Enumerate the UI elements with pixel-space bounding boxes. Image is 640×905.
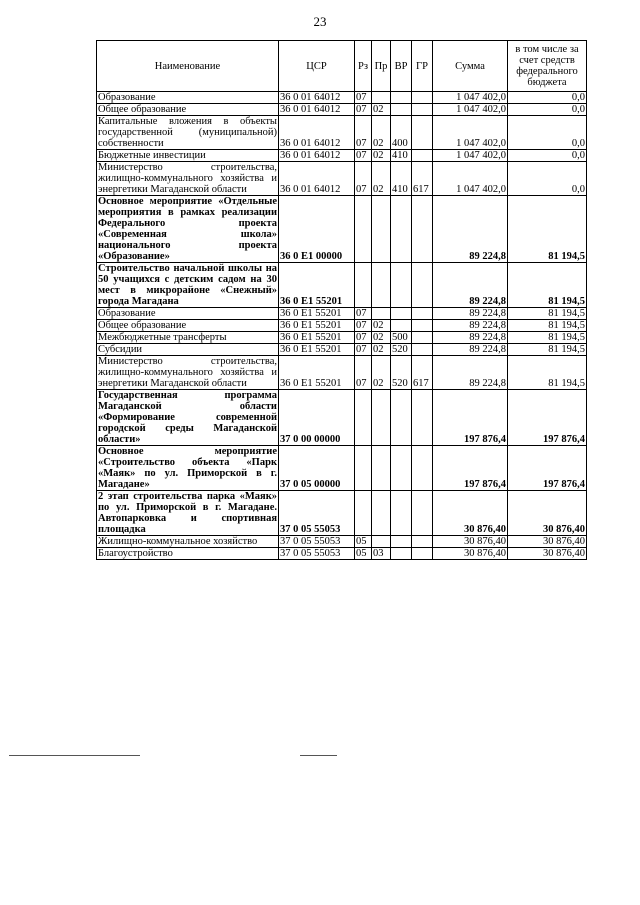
footer-line-right	[300, 755, 337, 756]
cell-vr	[391, 390, 412, 446]
cell-vr	[391, 548, 412, 560]
cell-vr	[391, 446, 412, 491]
cell-gr	[412, 104, 433, 116]
table-row	[97, 92, 587, 104]
cell-gr	[412, 150, 433, 162]
header-federal: в том числе за счет средств федерального бюджета	[508, 41, 587, 92]
cell-pr	[372, 263, 391, 308]
cell-name: Министерство строительства, жилищно-коммунального хозяйства и энергетики Магаданской области	[98, 162, 277, 195]
cell-vr: 520	[391, 344, 412, 356]
footer-line-left	[9, 755, 140, 756]
cell-pr: 03	[372, 548, 391, 560]
cell-pr	[372, 390, 391, 446]
cell-gr	[412, 446, 433, 491]
header-sum: Сумма	[433, 41, 508, 92]
cell-gr	[412, 491, 433, 536]
cell-vr: 410	[391, 162, 412, 196]
cell-sum: 89 224,8	[433, 344, 508, 356]
cell-gr	[412, 116, 433, 150]
cell-name: Капитальные вложения в объекты государственной (муниципальной) собственности	[98, 116, 277, 149]
cell-federal: 197 876,4	[508, 446, 587, 491]
cell-rz: 07	[355, 344, 372, 356]
cell-rz	[355, 196, 372, 263]
header-csr: ЦСР	[279, 41, 355, 92]
cell-pr	[372, 491, 391, 536]
cell-csr: 36 0 01 64012	[279, 162, 355, 196]
cell-pr: 02	[372, 116, 391, 150]
cell-federal: 81 194,5	[508, 320, 587, 332]
cell-pr	[372, 446, 391, 491]
cell-pr: 02	[372, 104, 391, 116]
cell-pr	[372, 536, 391, 548]
cell-federal: 197 876,4	[508, 390, 587, 446]
cell-rz: 07	[355, 320, 372, 332]
cell-vr	[391, 92, 412, 104]
cell-sum: 1 047 402,0	[433, 92, 508, 104]
table-row	[97, 548, 587, 560]
cell-gr	[412, 390, 433, 446]
cell-vr	[391, 263, 412, 308]
cell-sum: 1 047 402,0	[433, 116, 508, 150]
cell-gr: 617	[412, 162, 433, 196]
header-pr: Пр	[372, 41, 391, 92]
cell-name: Образование	[97, 308, 279, 320]
cell-name: Основное мероприятие «Строительство объекта «Парк «Маяк» по ул. Приморской в г. Магадане»	[98, 446, 277, 490]
cell-gr	[412, 536, 433, 548]
cell-name: Общее образование	[97, 104, 279, 116]
cell-pr	[372, 92, 391, 104]
cell-name: Строительство начальной школы на 50 учащихся с детским садом на 30 мест в микрорайоне «Снежный» города Магадана	[98, 263, 277, 307]
cell-name: Основное мероприятие «Отдельные мероприятия в рамках реализации Федерального проекта «Современная школа» национального проекта «Образование»	[98, 196, 277, 262]
header-gr: ГР	[412, 41, 433, 92]
budget-table	[96, 40, 587, 560]
cell-gr	[412, 308, 433, 320]
table-row	[97, 332, 587, 344]
cell-vr: 400	[391, 116, 412, 150]
cell-vr: 410	[391, 150, 412, 162]
cell-sum: 30 876,40	[433, 536, 508, 548]
cell-rz: 07	[355, 150, 372, 162]
cell-name: Жилищно-коммунальное хозяйство	[97, 536, 279, 548]
cell-federal: 0,0	[508, 162, 587, 196]
cell-gr	[412, 92, 433, 104]
cell-csr: 36 0 01 64012	[279, 116, 355, 150]
cell-sum: 89 224,8	[433, 263, 508, 308]
cell-federal: 0,0	[508, 150, 587, 162]
cell-federal: 30 876,40	[508, 548, 587, 560]
cell-rz	[355, 491, 372, 536]
header-rz: Рз	[355, 41, 372, 92]
cell-vr: 500	[391, 332, 412, 344]
cell-vr	[391, 536, 412, 548]
cell-rz: 07	[355, 356, 372, 390]
table-row	[97, 150, 587, 162]
table-row	[97, 162, 587, 196]
cell-sum: 89 224,8	[433, 332, 508, 344]
cell-name: Образование	[97, 92, 279, 104]
cell-vr	[391, 104, 412, 116]
table-row	[97, 344, 587, 356]
cell-name: Бюджетные инвестиции	[97, 150, 279, 162]
table-row	[97, 116, 587, 150]
cell-pr: 02	[372, 320, 391, 332]
cell-gr	[412, 320, 433, 332]
cell-federal: 0,0	[508, 116, 587, 150]
cell-pr	[372, 196, 391, 263]
cell-pr: 02	[372, 344, 391, 356]
cell-vr	[391, 320, 412, 332]
cell-federal: 81 194,5	[508, 308, 587, 320]
cell-sum: 89 224,8	[433, 356, 508, 390]
cell-federal: 81 194,5	[508, 356, 587, 390]
cell-sum: 89 224,8	[433, 320, 508, 332]
header-vr: ВР	[391, 41, 412, 92]
cell-federal: 30 876,40	[508, 536, 587, 548]
cell-rz: 07	[355, 308, 372, 320]
table-row	[97, 104, 587, 116]
cell-gr	[412, 332, 433, 344]
cell-name: 2 этап строительства парка «Маяк» по ул. Приморской в г. Магадане. Автопарковка и спортивная площадка	[98, 491, 277, 535]
cell-federal: 81 194,5	[508, 332, 587, 344]
cell-sum: 1 047 402,0	[433, 162, 508, 196]
cell-gr	[412, 344, 433, 356]
cell-rz: 07	[355, 162, 372, 196]
cell-name: Государственная программа Магаданской области «Формирование современной городской среды Магаданской области»	[98, 390, 277, 445]
cell-federal: 81 194,5	[508, 344, 587, 356]
cell-pr	[372, 308, 391, 320]
cell-csr: 36 0 01 64012	[279, 104, 355, 116]
cell-csr: 37 0 05 55053	[279, 548, 355, 560]
cell-csr: 37 0 05 00000	[279, 446, 355, 491]
table-header-row	[97, 41, 587, 92]
cell-csr: 36 0 E1 55201	[279, 356, 355, 390]
cell-sum: 1 047 402,0	[433, 104, 508, 116]
cell-federal: 0,0	[508, 104, 587, 116]
cell-csr: 36 0 01 64012	[279, 92, 355, 104]
cell-gr	[412, 263, 433, 308]
table-row	[97, 446, 587, 491]
cell-rz: 07	[355, 332, 372, 344]
table-row	[97, 491, 587, 536]
header-name: Наименование	[97, 41, 279, 92]
cell-name: Общее образование	[97, 320, 279, 332]
cell-csr: 36 0 01 64012	[279, 150, 355, 162]
cell-rz: 07	[355, 116, 372, 150]
cell-sum: 89 224,8	[433, 308, 508, 320]
cell-csr: 36 0 E1 55201	[279, 263, 355, 308]
cell-federal: 0,0	[508, 92, 587, 104]
table-row	[97, 308, 587, 320]
cell-sum: 89 224,8	[433, 196, 508, 263]
cell-csr: 36 0 E1 55201	[279, 344, 355, 356]
cell-gr	[412, 548, 433, 560]
cell-csr: 37 0 05 55053	[279, 536, 355, 548]
cell-pr: 02	[372, 150, 391, 162]
cell-rz: 07	[355, 92, 372, 104]
cell-csr: 37 0 05 55053	[279, 491, 355, 536]
cell-csr: 36 0 E1 55201	[279, 332, 355, 344]
cell-federal: 30 876,40	[508, 491, 587, 536]
cell-name: Субсидии	[97, 344, 279, 356]
cell-vr: 520	[391, 356, 412, 390]
cell-rz	[355, 263, 372, 308]
cell-pr: 02	[372, 162, 391, 196]
cell-sum: 30 876,40	[433, 491, 508, 536]
cell-csr: 37 0 00 00000	[279, 390, 355, 446]
cell-rz	[355, 446, 372, 491]
cell-name: Министерство строительства, жилищно-коммунального хозяйства и энергетики Магаданской области	[98, 356, 277, 389]
cell-vr	[391, 196, 412, 263]
cell-sum: 1 047 402,0	[433, 150, 508, 162]
cell-vr	[391, 491, 412, 536]
cell-federal: 81 194,5	[508, 263, 587, 308]
table-row	[97, 263, 587, 308]
cell-rz	[355, 390, 372, 446]
cell-federal: 81 194,5	[508, 196, 587, 263]
cell-gr	[412, 196, 433, 263]
cell-rz: 05	[355, 536, 372, 548]
cell-csr: 36 0 E1 55201	[279, 308, 355, 320]
cell-csr: 36 0 E1 55201	[279, 320, 355, 332]
table-row	[97, 356, 587, 390]
cell-csr: 36 0 E1 00000	[279, 196, 355, 263]
cell-name: Межбюджетные трансферты	[97, 332, 279, 344]
cell-gr: 617	[412, 356, 433, 390]
page-number: 23	[313, 14, 327, 29]
table-row	[97, 320, 587, 332]
cell-name: Благоустройство	[97, 548, 279, 560]
table-row	[97, 196, 587, 263]
table-row	[97, 390, 587, 446]
cell-rz: 07	[355, 104, 372, 116]
table-row	[97, 536, 587, 548]
cell-sum: 30 876,40	[433, 548, 508, 560]
cell-vr	[391, 308, 412, 320]
cell-pr: 02	[372, 332, 391, 344]
cell-rz: 05	[355, 548, 372, 560]
cell-pr: 02	[372, 356, 391, 390]
cell-sum: 197 876,4	[433, 390, 508, 446]
cell-sum: 197 876,4	[433, 446, 508, 491]
